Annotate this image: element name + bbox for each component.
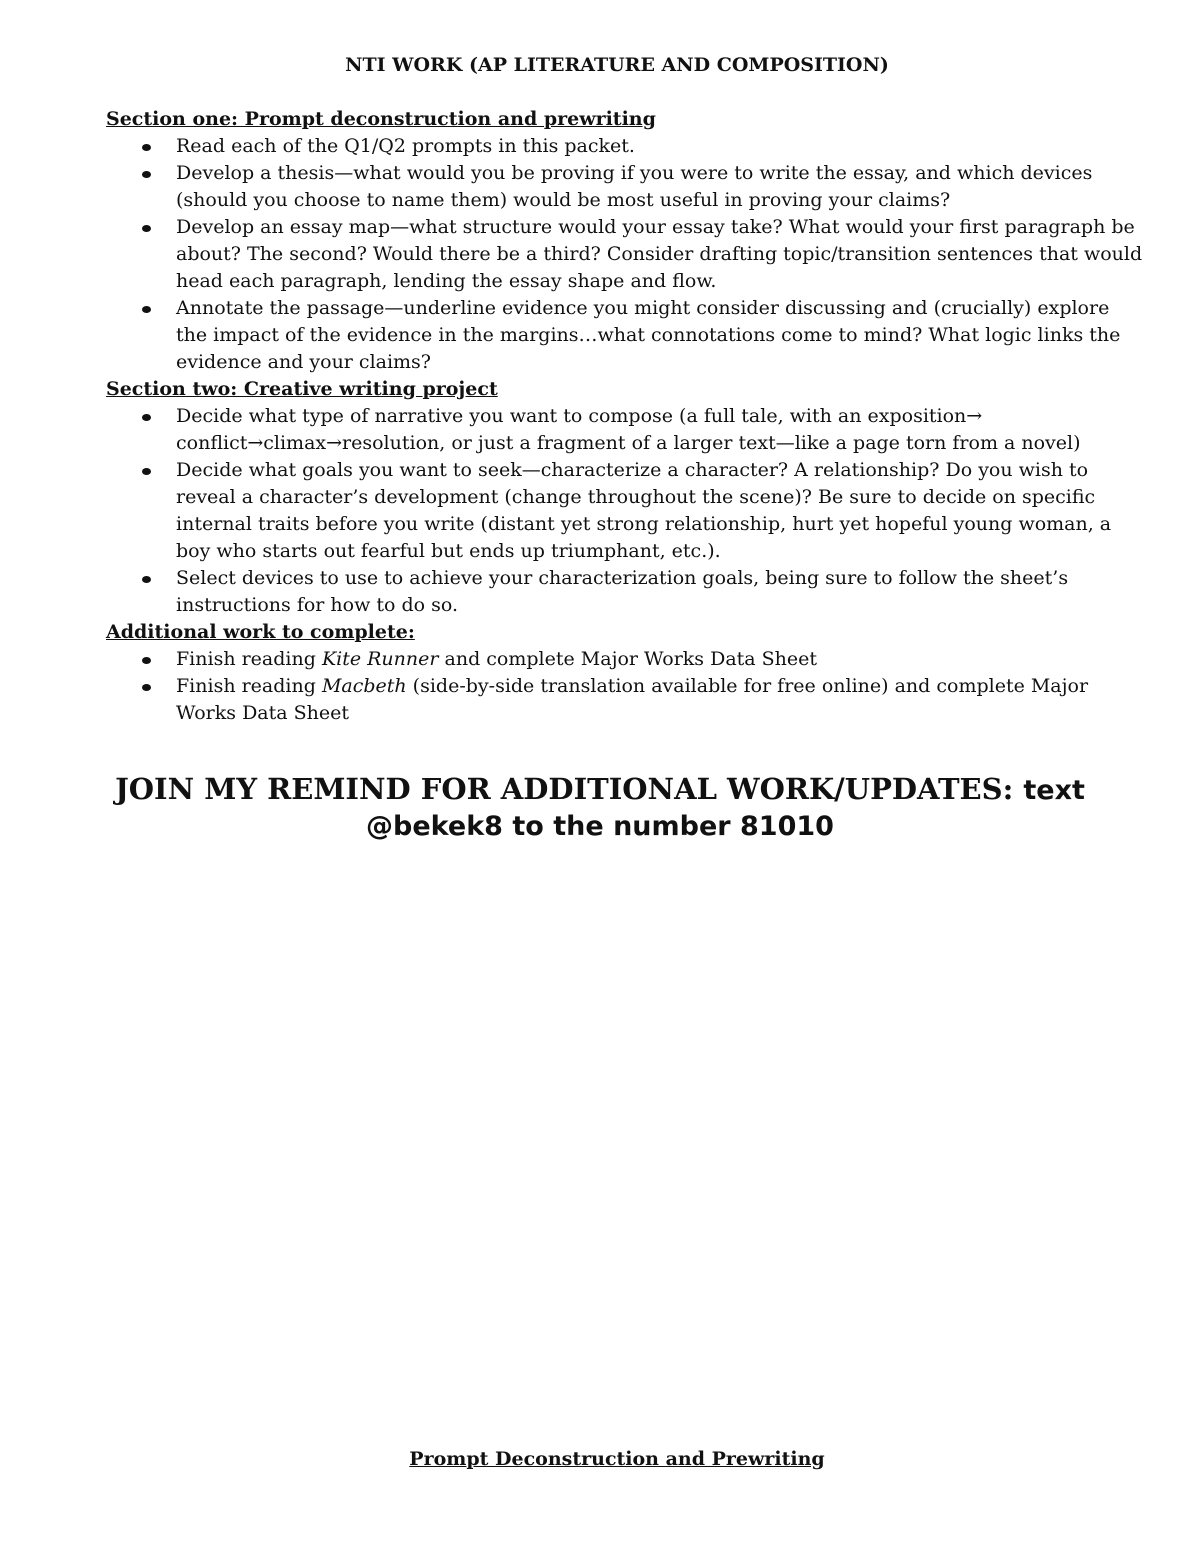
- document-title: NTI WORK (AP LITERATURE AND COMPOSITION): [345, 54, 889, 76]
- list-item-text: Read each of the Q1/Q2 prompts in this packet.: [176, 135, 635, 157]
- book-title-macbeth: Macbeth: [321, 675, 407, 697]
- bullet-icon: [142, 414, 151, 421]
- list-item-text: Develop an essay map—what structure would your essay take? What would your first paragraph be about? The second? Would there be a third? Consider drafting topic/transition sentences that would head each paragraph, lending the essay shape and flow.: [176, 216, 1143, 292]
- list-item-text-before: Finish reading: [176, 675, 322, 697]
- list-item-text: Annotate the passage—underline evidence you might consider discussing and (crucially) explore the impact of the evidence in the margins…what connotations come to mind? What logic links the evidence and your claims?: [176, 297, 1121, 373]
- section-two-heading: Section two: Creative writing project: [106, 378, 498, 400]
- section-one-list: [106, 133, 1146, 376]
- list-item-text: Decide what goals you want to seek—characterize a character? A relationship? Do you wish to reveal a character’s development (change throughout the scene)? Be sure to decide on specific internal traits before you write (distant yet strong relationship, hurt yet hopeful young woman, a boy who starts out fearful but ends up triumphant, etc.).: [176, 459, 1112, 562]
- list-item-text-after: (side-by-side translation available for free online) and complete Major Works Data Sheet: [176, 675, 1089, 724]
- book-title-kite-runner: Kite Runner: [321, 648, 439, 670]
- bullet-icon: [142, 225, 151, 232]
- bullet-icon: [142, 576, 151, 583]
- bullet-icon: [142, 684, 151, 691]
- list-item: [106, 214, 1146, 295]
- list-item: [106, 133, 1146, 160]
- remind-announcement: [0, 772, 1200, 844]
- footer-heading: Prompt Deconstruction and Prewriting: [409, 1448, 825, 1470]
- list-item: [106, 673, 1146, 727]
- additional-work-list: [106, 646, 1146, 727]
- bullet-icon: [142, 468, 151, 475]
- list-item-text: Develop a thesis—what would you be proving if you were to write the essay, and which devices (should you choose to name them) would be most useful in proving your claims?: [176, 162, 1093, 211]
- list-item: [106, 403, 1146, 457]
- list-item-text-after: and complete Major Works Data Sheet: [438, 648, 818, 670]
- list-item: [106, 457, 1146, 565]
- list-item-text-before: Finish reading: [176, 648, 322, 670]
- list-item-text: Select devices to use to achieve your characterization goals, being sure to follow the sheet’s instructions for how to do so.: [176, 567, 1069, 616]
- document-body: [106, 106, 1146, 727]
- bullet-icon: [142, 171, 151, 178]
- section-two-list: [106, 403, 1146, 619]
- list-item: [106, 295, 1146, 376]
- additional-work-heading: Additional work to complete:: [106, 621, 415, 643]
- remind-line-1-part-2: text: [1023, 775, 1085, 806]
- list-item: [106, 565, 1146, 619]
- section-one-heading: Section one: Prompt deconstruction and prewriting: [106, 108, 656, 130]
- bullet-icon: [142, 657, 151, 664]
- bullet-icon: [142, 144, 151, 151]
- list-item: [106, 160, 1146, 214]
- remind-line-1-part-1: JOIN MY REMIND FOR ADDITIONAL WORK/UPDATES:: [115, 772, 1024, 806]
- remind-line-2: @bekek8 to the number 81010: [366, 811, 834, 842]
- list-item-text: Decide what type of narrative you want to compose (a full tale, with an exposition→ conflict→climax→resolution, or just a fragment of a larger text—like a page torn from a novel): [176, 405, 1081, 454]
- bullet-icon: [142, 306, 151, 313]
- list-item: [106, 646, 1146, 673]
